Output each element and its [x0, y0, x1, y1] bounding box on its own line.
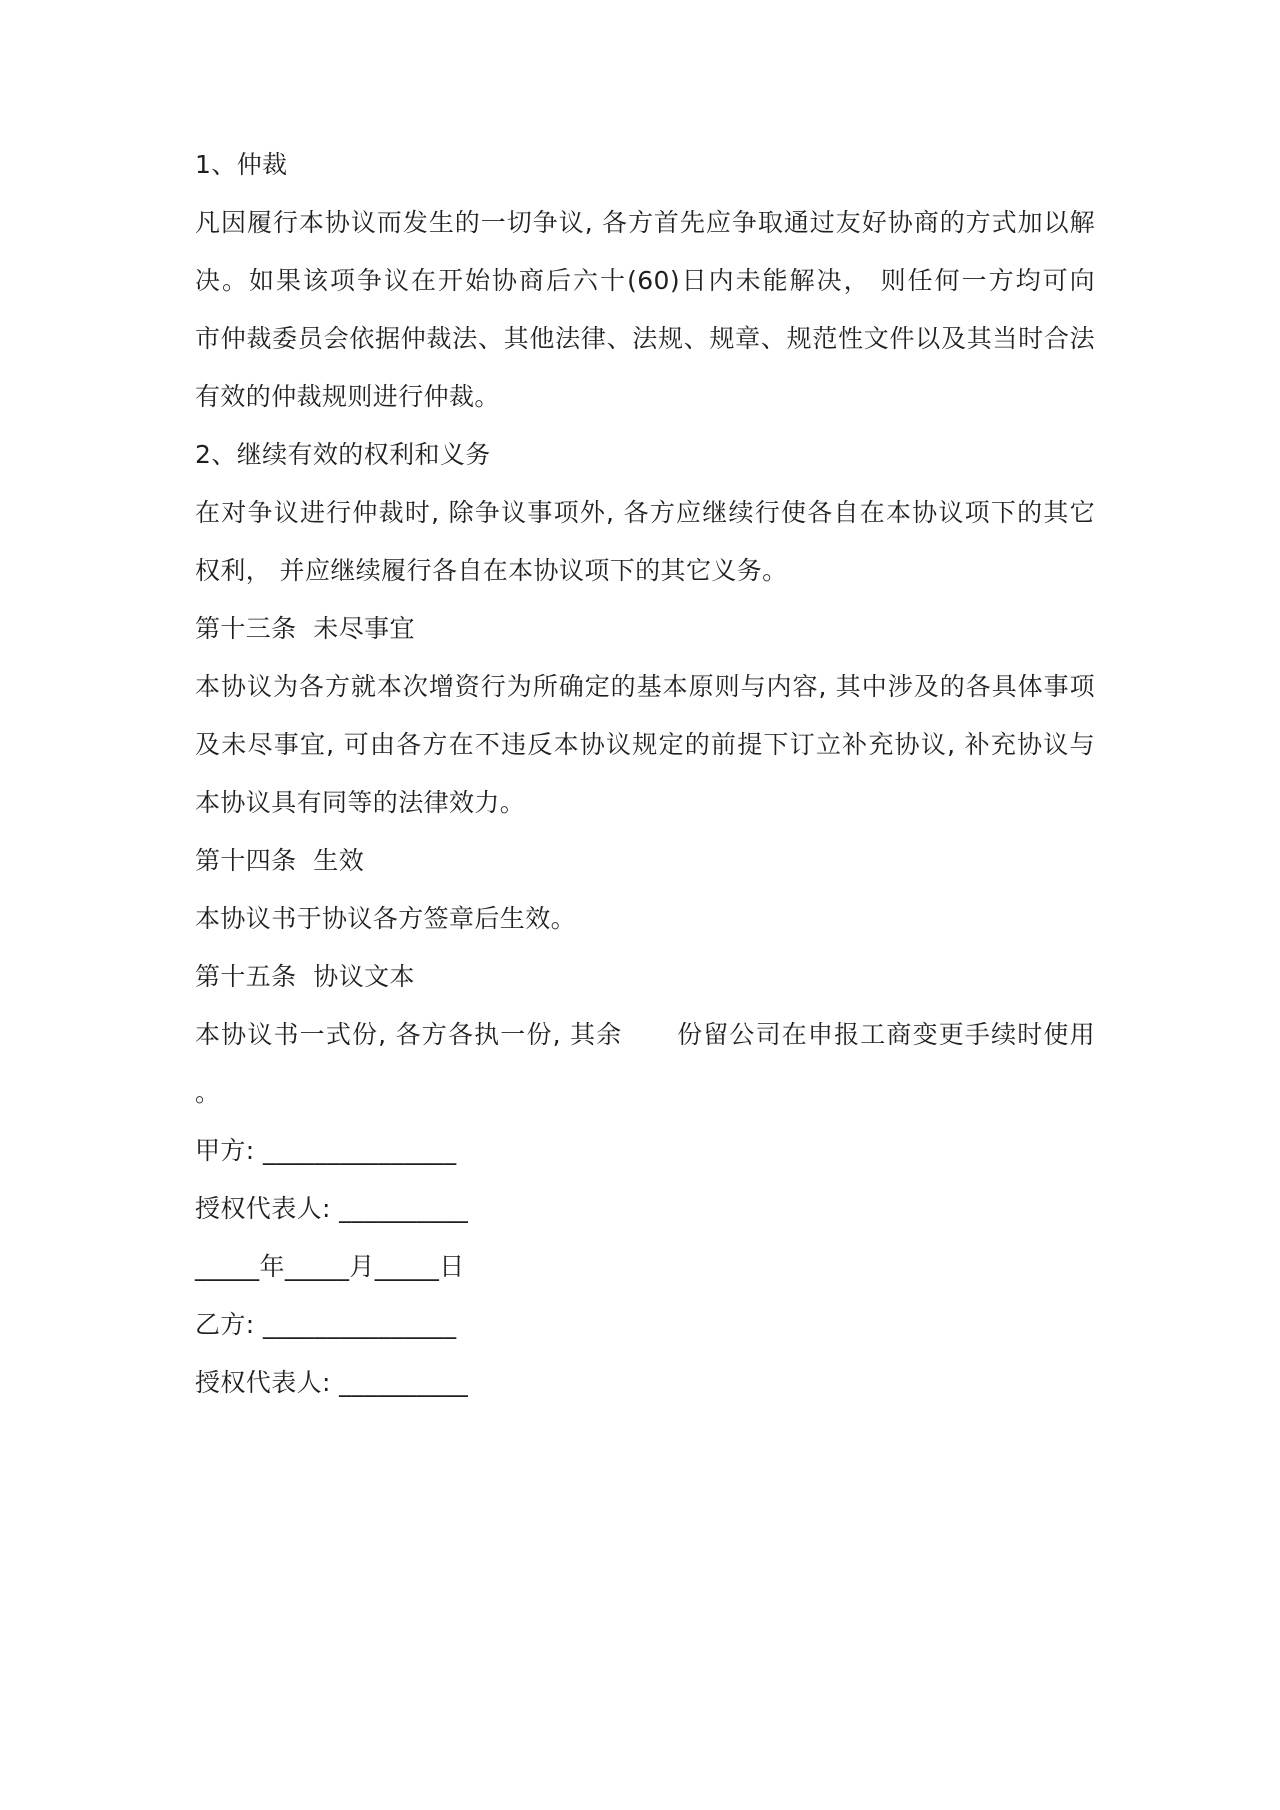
section-1-line-4: 有效的仲裁规则进行仲裁。: [195, 382, 500, 411]
party-a-representative-line: 授权代表人: __________: [195, 1194, 469, 1223]
section-2-line-2: 权利， 并应继续履行各自在本协议项下的其它义务。: [195, 556, 788, 585]
party-b-signature-line: 乙方: _______________: [195, 1310, 457, 1339]
section-2-heading: 2、继续有效的权利和义务: [195, 440, 491, 469]
party-a-signature-line: 甲方: _______________: [195, 1136, 457, 1165]
section-1-line-2: 决。如果该项争议在开始协商后六十(60)日内未能解决， 则任何一方均可向: [195, 266, 1095, 295]
article-15-line-2: 。: [195, 1078, 221, 1107]
article-15-line-1: 本协议书一式份, 各方各执一份, 其余 份留公司在申报工商变更手续时使用: [195, 1020, 1095, 1049]
article-14-heading: 第十四条 生效: [195, 846, 365, 875]
article-14-body: 本协议书于协议各方签章后生效。: [195, 904, 577, 933]
party-b-representative-line: 授权代表人: __________: [195, 1368, 469, 1397]
article-13-line-1: 本协议为各方就本次增资行为所确定的基本原则与内容, 其中涉及的各具体事项: [195, 672, 1095, 701]
article-15-heading: 第十五条 协议文本: [195, 962, 415, 991]
section-1-heading: 1、仲裁: [195, 150, 288, 179]
article-13-line-3: 本协议具有同等的法律效力。: [195, 788, 526, 817]
section-2-line-1: 在对争议进行仲裁时, 除争议事项外, 各方应继续行使各自在本协议项下的其它: [195, 498, 1095, 527]
section-1-line-3: 市仲裁委员会依据仲裁法、其他法律、法规、规章、规范性文件以及其当时合法: [195, 324, 1095, 353]
article-13-line-2: 及未尽事宜, 可由各方在不违反本协议规定的前提下订立补充协议, 补充协议与: [195, 730, 1095, 759]
document-page: [195, 0, 1095, 1810]
section-1-line-1: 凡因履行本协议而发生的一切争议, 各方首先应争取通过友好协商的方式加以解: [195, 208, 1095, 237]
signature-date-line: _____年_____月_____日: [195, 1252, 465, 1281]
article-13-heading: 第十三条 未尽事宜: [195, 614, 415, 643]
